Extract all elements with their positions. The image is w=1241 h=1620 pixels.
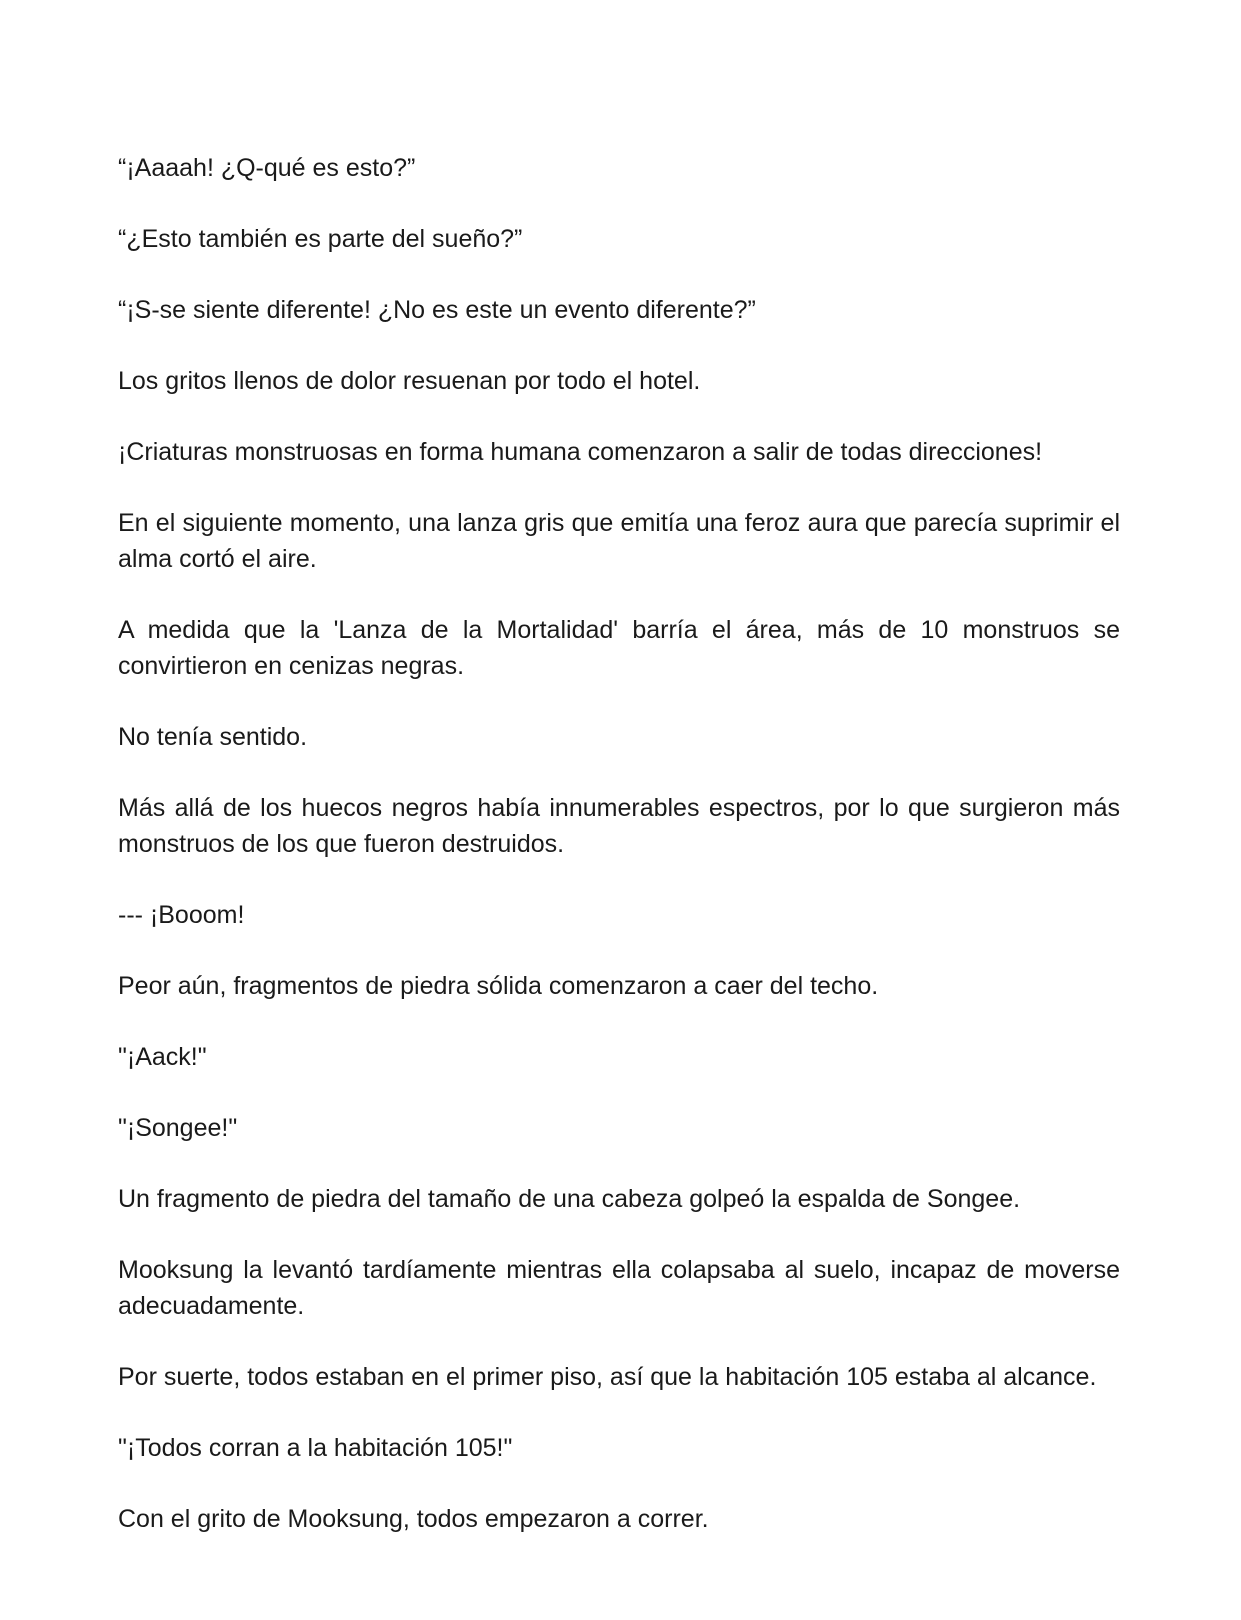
paragraph-2: “¿Esto también es parte del sueño?”: [118, 225, 523, 253]
paragraph-5: ¡Criaturas monstruosas en forma humana comenzaron a salir de todas direcciones!: [118, 438, 1043, 466]
paragraph-7: A medida que la 'Lanza de la Mortalidad' barría el área, más de 10 monstruos se convirtieron en cenizas negras.: [118, 616, 1120, 680]
paragraph-4: Los gritos llenos de dolor resuenan por todo el hotel.: [118, 367, 701, 395]
paragraph-6: En el siguiente momento, una lanza gris que emitía una feroz aura que parecía suprimir el alma cortó el aire.: [118, 509, 1120, 573]
paragraph-9: Más allá de los huecos negros había innumerables espectros, por lo que surgieron más monstruos de los que fueron destruidos.: [118, 794, 1120, 858]
paragraph-17: "¡Todos corran a la habitación 105!": [118, 1434, 513, 1462]
paragraph-16: Por suerte, todos estaban en el primer piso, así que la habitación 105 estaba al alcance.: [118, 1363, 1097, 1391]
paragraph-8: No tenía sentido.: [118, 723, 308, 751]
paragraph-3: “¡S-se siente diferente! ¿No es este un evento diferente?”: [118, 296, 756, 324]
paragraph-10: --- ¡Booom!: [118, 901, 245, 929]
document-body: [118, 150, 1120, 1572]
paragraph-13: "¡Songee!": [118, 1114, 238, 1142]
paragraph-15: Mooksung la levantó tardíamente mientras ella colapsaba al suelo, incapaz de moverse adecuadamente.: [118, 1256, 1120, 1320]
paragraph-14: Un fragmento de piedra del tamaño de una cabeza golpeó la espalda de Songee.: [118, 1185, 1021, 1213]
paragraph-1: “¡Aaaah! ¿Q-qué es esto?”: [118, 154, 416, 182]
paragraph-12: "¡Aack!": [118, 1043, 207, 1071]
paragraph-18: Con el grito de Mooksung, todos empezaron a correr.: [118, 1505, 709, 1533]
paragraph-11: Peor aún, fragmentos de piedra sólida comenzaron a caer del techo.: [118, 972, 879, 1000]
